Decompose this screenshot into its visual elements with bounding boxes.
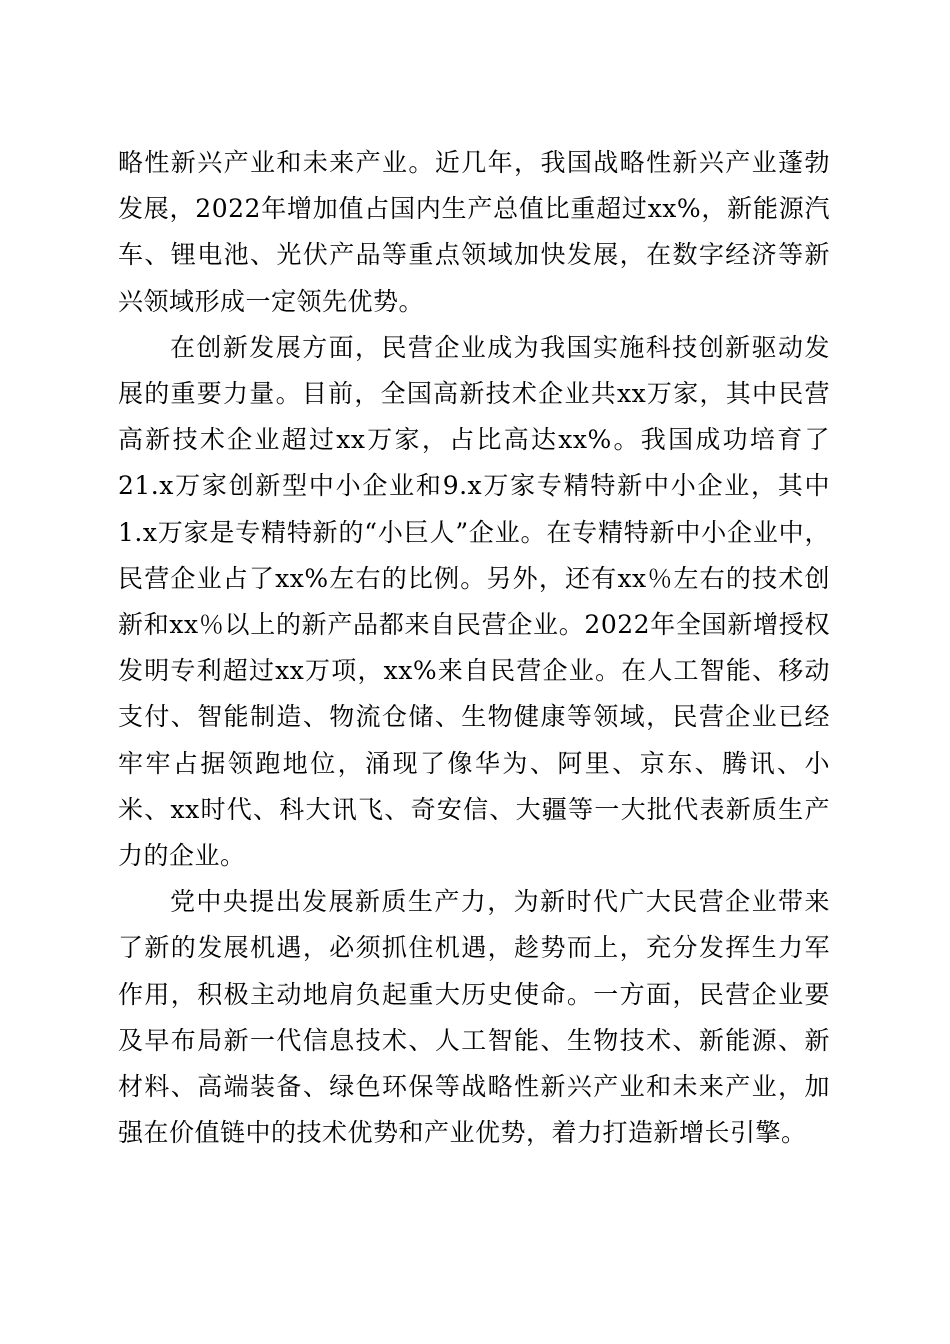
paragraph-2: 在创新发展方面，民营企业成为我国实施科技创新驱动发展的重要力量。目前，全国高新技术企业共xx万家，其中民营高新技术企业超过xx万家，占比高达xx%。我国成功培育了21.x万家创新型中小企业和9.x万家专精特新中小企业，其中1.x万家是专精特新的“小巨人”企业。在专精特新中小企业中，民营企业占了xx%左右的比例。另外，还有xx％左右的技术创新和xx％以上的新产品都来自民营企业。2022年全国新增授权发明专利超过xx万项，xx%来自民营企业。在人工智能、移动支付、智能制造、物流仓储、生物健康等领域，民营企业已经牢牢占据领跑地位，涌现了像华为、阿里、京东、腾讯、小米、xx时代、科大讯飞、奇安信、大疆等一大批代表新质生产力的企业。 [118,332,830,871]
paragraph-1: 略性新兴产业和未来产业。近几年，我国战略性新兴产业蓬勃发展，2022年增加值占国内生产总值比重超过xx%，新能源汽车、锂电池、光伏产品等重点领域加快发展，在数字经济等新兴领域形成一定领先优势。 [118,148,830,316]
body-text [118,140,830,1156]
paragraph-3: 党中央提出发展新质生产力，为新时代广大民营企业带来了新的发展机遇，必须抓住机遇，趁势而上，充分发挥生力军作用，积极主动地肩负起重大历史使命。一方面，民营企业要及早布局新一代信息技术、人工智能、生物技术、新能源、新材料、高端装备、绿色环保等战略性新兴产业和未来产业，加强在价值链中的技术优势和产业优势，着力打造新增长引擎。 [118,887,830,1148]
